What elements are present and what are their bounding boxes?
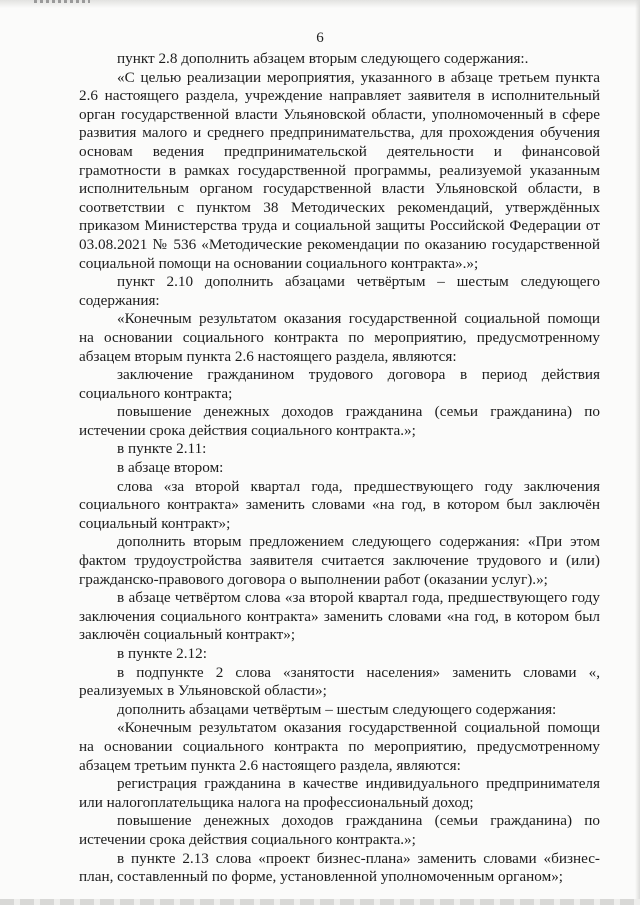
- paragraph: «Конечным результатом оказания государственной социальной помощи на основании социального контракта по мероприятию, предусмотренному абзацем третьим пункта 2.6 настоящего раздела, являются:: [79, 719, 600, 774]
- paragraph: в абзаце втором:: [117, 459, 224, 477]
- scan-edge-right: [635, 0, 640, 905]
- paragraph: в абзаце четвёртом слова «за второй квартал года, предшествующего году заключения социального контракта» заменить словами «на год, в котором был заключён социальный контракт»;: [79, 589, 600, 644]
- paragraph: регистрация гражданина в качестве индивидуального предпринимателя или налогоплательщика налога на профессиональный доход;: [79, 775, 600, 811]
- paragraph: «С целью реализации мероприятия, указанного в абзаце третьем пункта 2.6 настоящего раздела, учреждение направляет заявителя в исполнительный орган государственной власти Ульяновской области, уполномоченный в сфере развития малого и среднего предпринимательства, для прохождения обучения основам ведения предпринимательской деятельности и финансовой грамотности в рамках государственной программы, реализуемой указанным исполнительным органом государственной власти Ульяновской области, в соответствии с пунктом 38 Методических рекомендаций, утверждённых приказом Министерства труда и социальной защиты Российской Федерации от 03.08.2021 № 536 «Методические рекомендации по оказанию государственной социальной помощи на основании социального контракта».»;: [79, 68, 600, 272]
- paragraph: пункт 2.10 дополнить абзацами четвёртым – шестым следующего содержания:: [79, 273, 600, 309]
- paragraph: заключение гражданином трудового договора в период действия социального контракта;: [79, 366, 600, 402]
- paragraph: «Конечным результатом оказания государственной социальной помощи на основании социального контракта по мероприятию, предусмотренному абзацем вторым пункта 2.6 настоящего раздела, являются:: [79, 310, 600, 365]
- paragraph: слова «за второй квартал года, предшествующего году заключения социального контракта» заменить словами «на год, в котором был заключён социальный контракт»;: [79, 477, 600, 532]
- paragraph: пункт 2.8 дополнить абзацем вторым следующего содержания:.: [117, 50, 529, 67]
- paragraph: в пункте 2.12:: [117, 645, 207, 662]
- paragraph: дополнить вторым предложением следующего содержания: «При этом фактом трудоустройства заявителя считается заключение трудового и (или) гражданско-правового договора о выполнении работ (оказании услуг).»;: [79, 533, 600, 588]
- scan-edge-bottom: [0, 899, 640, 905]
- paragraph: в подпункте 2 слова «занятости населения» заменить словами «, реализуемых в Ульяновской области»;: [79, 663, 600, 700]
- document-body: [79, 50, 600, 887]
- scan-edge-top: [0, 0, 640, 8]
- scan-mark: [34, 0, 90, 3]
- page-number: 6: [316, 30, 324, 46]
- paragraph: повышение денежных доходов гражданина (семьи гражданина) по истечении срока действия социального контракта.»;: [79, 812, 600, 848]
- paragraph: в пункте 2.11:: [117, 440, 207, 458]
- paragraph: дополнить абзацами четвёртым – шестым следующего содержания:: [117, 700, 557, 718]
- paragraph: повышение денежных доходов гражданина (семьи гражданина) по истечении срока действия социального контракта.»;: [79, 403, 600, 439]
- paragraph: в пункте 2.13 слова «проект бизнес-плана» заменить словами «бизнес-план, составленный по форме, установленной уполномоченным органом»;: [79, 849, 600, 886]
